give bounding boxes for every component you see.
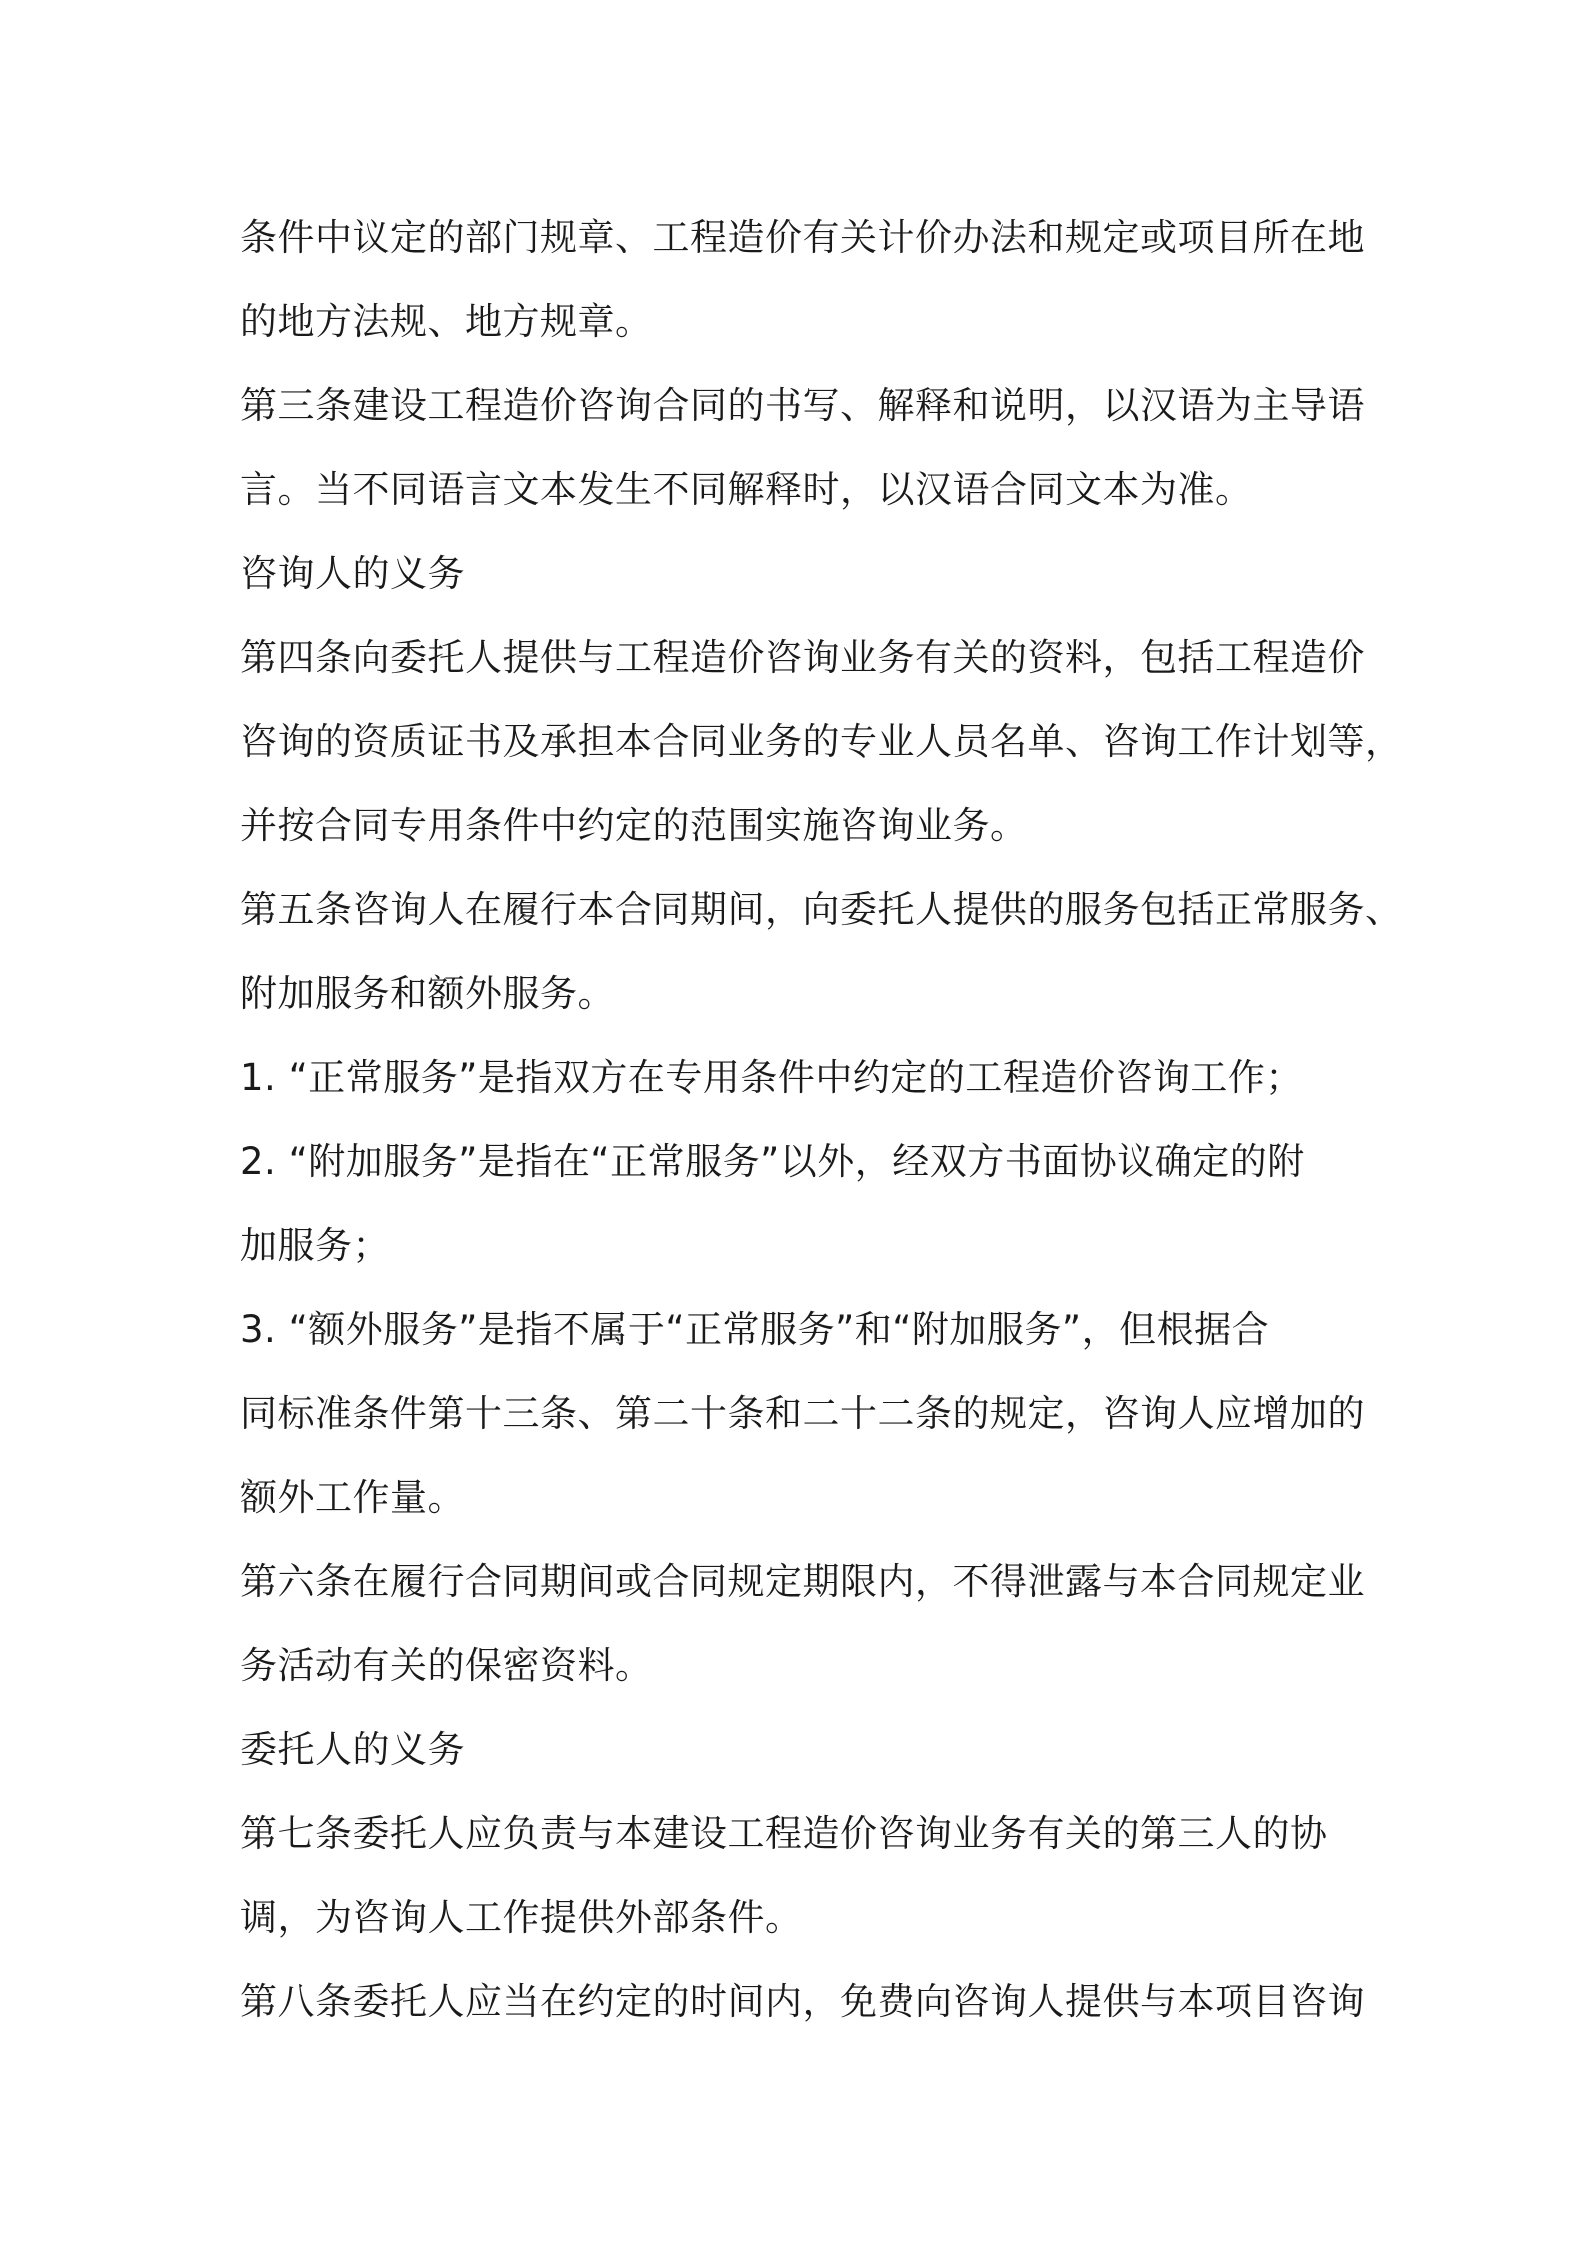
text-line: 同标准条件第十三条、第二十条和二十二条的规定，咨询人应增加的 <box>240 1392 1365 1435</box>
text-line: 第七条委托人应负责与本建设工程造价咨询业务有关的第三人的协 <box>240 1812 1328 1855</box>
text-line: 加服务； <box>240 1224 390 1267</box>
section-heading: 委托人的义务 <box>240 1728 465 1771</box>
text-line: 并按合同专用条件中约定的范围实施咨询业务。 <box>240 804 1028 847</box>
section-heading: 咨询人的义务 <box>240 552 465 595</box>
list-item: 3. “额外服务”是指不属于“正常服务”和“附加服务”，但根据合 <box>240 1308 1270 1351</box>
list-item: 1. “正常服务”是指双方在专用条件中约定的工程造价咨询工作； <box>240 1056 1303 1099</box>
text-line: 第六条在履行合同期间或合同规定期限内，不得泄露与本合同规定业 <box>240 1560 1365 1603</box>
text-line: 第八条委托人应当在约定的时间内，免费向咨询人提供与本项目咨询 <box>240 1980 1365 2023</box>
text-line: 务活动有关的保密资料。 <box>240 1644 653 1687</box>
text-line: 条件中议定的部门规章、工程造价有关计价办法和规定或项目所在地 <box>240 216 1365 259</box>
document-body <box>240 196 1403 2044</box>
text-line: 言。当不同语言文本发生不同解释时，以汉语合同文本为准。 <box>240 468 1253 511</box>
text-line: 咨询的资质证书及承担本合同业务的专业人员名单、咨询工作计划等， <box>240 720 1403 763</box>
text-line: 额外工作量。 <box>240 1476 465 1519</box>
text-line: 第三条建设工程造价咨询合同的书写、解释和说明，以汉语为主导语 <box>240 384 1365 427</box>
text-line: 第四条向委托人提供与工程造价咨询业务有关的资料，包括工程造价 <box>240 636 1365 679</box>
list-item: 2. “附加服务”是指在“正常服务”以外，经双方书面协议确定的附 <box>240 1140 1305 1183</box>
text-line: 调，为咨询人工作提供外部条件。 <box>240 1896 803 1939</box>
text-line: 附加服务和额外服务。 <box>240 972 615 1015</box>
text-line: 第五条咨询人在履行本合同期间，向委托人提供的服务包括正常服务、 <box>240 888 1403 931</box>
text-line: 的地方法规、地方规章。 <box>240 300 653 343</box>
